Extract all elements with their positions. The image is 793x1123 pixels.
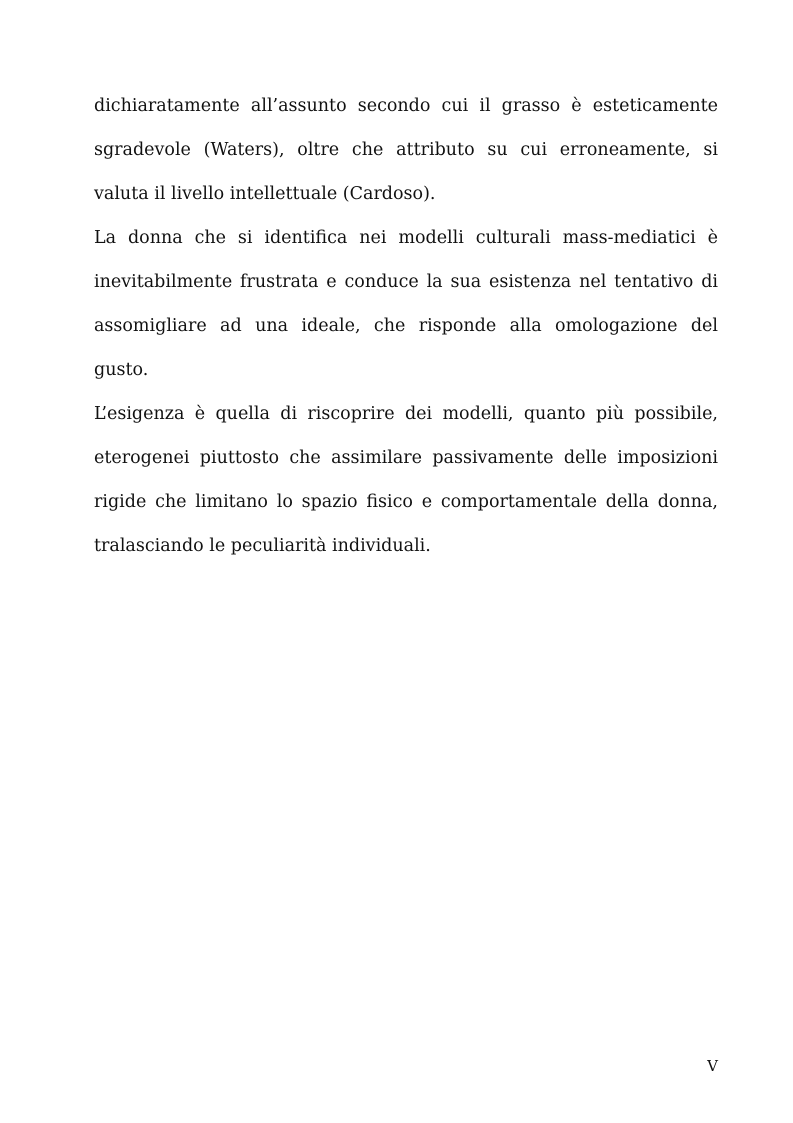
paragraph-1 bbox=[94, 86, 718, 218]
text-line: inevitabilmente frustrata e conduce la sua esistenza nel tentativo di bbox=[94, 272, 718, 292]
text-line: eterogenei piuttosto che assimilare passivamente delle imposizioni bbox=[94, 448, 718, 468]
text-line: L’esigenza è quella di riscoprire dei modelli, quanto più possibile, bbox=[94, 404, 718, 424]
text-line: sgradevole (Waters), oltre che attributo su cui erroneamente, si bbox=[94, 140, 718, 160]
text-line: assomigliare ad una ideale, che risponde alla omologazione del bbox=[94, 316, 718, 336]
text-line: tralasciando le peculiarità individuali. bbox=[94, 536, 431, 556]
text-line: rigide che limitano lo spazio fisico e comportamentale della donna, bbox=[94, 492, 718, 512]
page-number: V bbox=[707, 1057, 718, 1075]
text-line: valuta il livello intellettuale (Cardoso). bbox=[94, 184, 436, 204]
text-line: La donna che si identifica nei modelli culturali mass-mediatici è bbox=[94, 228, 718, 248]
body-text bbox=[94, 86, 718, 570]
text-line: dichiaratamente all’assunto secondo cui il grasso è esteticamente bbox=[94, 96, 718, 116]
paragraph-2 bbox=[94, 218, 718, 394]
paragraph-3 bbox=[94, 394, 718, 570]
text-line: gusto. bbox=[94, 360, 149, 380]
